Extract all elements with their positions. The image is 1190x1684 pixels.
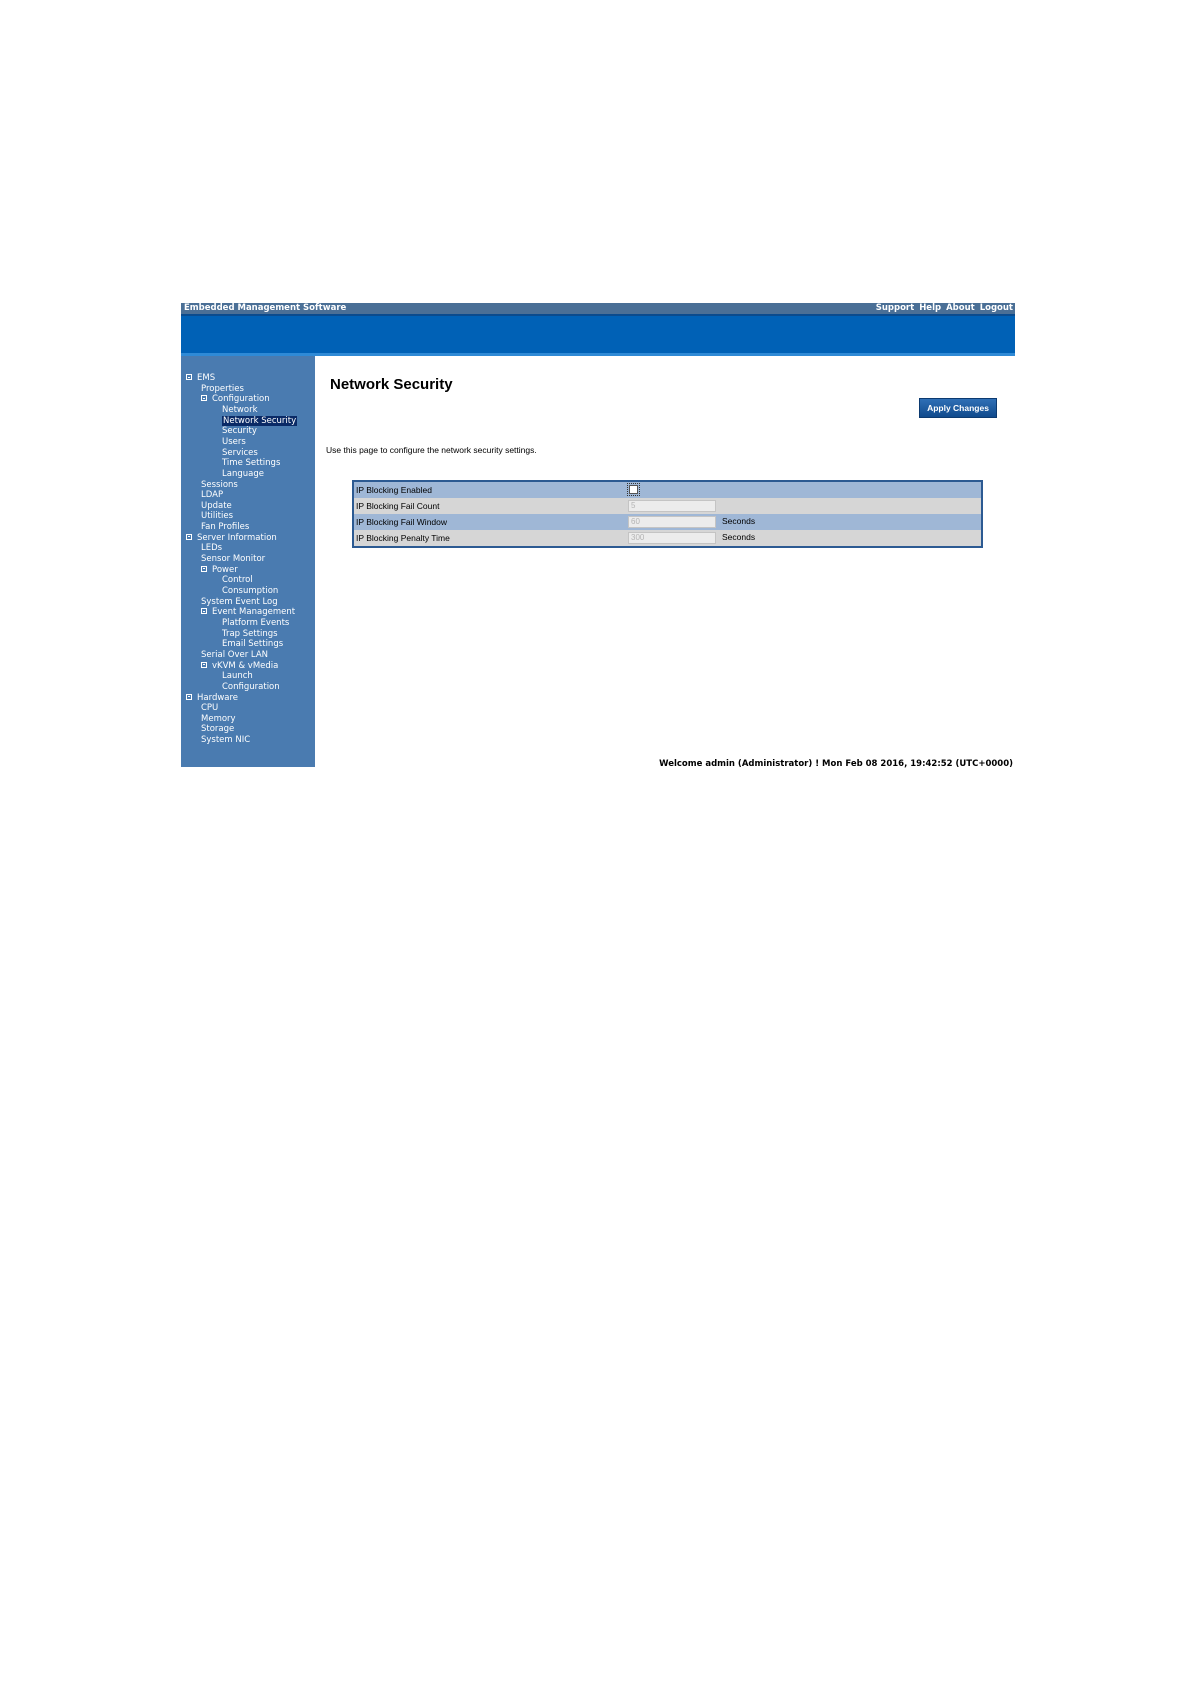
sidebar-item-label: Update <box>201 500 232 511</box>
page-description: Use this page to configure the network security settings. <box>326 445 537 455</box>
row-label: IP Blocking Fail Count <box>356 501 440 511</box>
sidebar-item-label: Storage <box>201 724 235 735</box>
main-content <box>315 356 1015 767</box>
sidebar-item-label: Launch <box>222 671 253 682</box>
sidebar-item-label: CPU <box>201 703 219 714</box>
sidebar-item[interactable] <box>201 703 218 713</box>
sidebar-item-label: Users <box>222 436 246 447</box>
sidebar-item[interactable] <box>222 629 278 639</box>
sidebar-item[interactable] <box>222 437 246 447</box>
sidebar-item[interactable] <box>201 714 236 724</box>
fail-count-input[interactable]: 5 <box>628 500 716 512</box>
sidebar-item[interactable] <box>222 586 278 596</box>
sidebar-item[interactable] <box>222 405 258 415</box>
sidebar-item-label: EMS <box>197 373 216 383</box>
sidebar-item-label: Serial Over LAN <box>201 649 269 660</box>
table-row <box>354 482 981 498</box>
sidebar-item[interactable] <box>222 618 289 628</box>
sidebar-item[interactable] <box>222 426 257 436</box>
sidebar-item-label: vKVM & vMedia <box>212 660 279 671</box>
sidebar-item[interactable] <box>186 693 238 703</box>
logout-link[interactable]: Logout <box>979 303 1013 313</box>
sidebar-item[interactable] <box>201 724 234 734</box>
row-label: IP Blocking Fail Window <box>356 517 448 527</box>
collapse-toggle-icon[interactable] <box>186 374 192 380</box>
sidebar-item-label: Services <box>222 447 258 458</box>
app-window <box>181 303 1015 767</box>
sidebar-item[interactable] <box>201 661 278 671</box>
sidebar-item[interactable] <box>201 543 222 553</box>
apply-changes-button[interactable]: Apply Changes <box>919 398 997 418</box>
table-row <box>354 530 981 546</box>
sidebar-item[interactable] <box>201 394 270 404</box>
sidebar-item[interactable] <box>222 469 264 479</box>
sidebar-item-label: Network <box>222 404 258 415</box>
top-bar <box>181 303 1015 314</box>
sidebar-item[interactable] <box>201 650 268 660</box>
collapse-toggle-icon[interactable] <box>186 534 192 540</box>
sidebar-item-label: Time Settings <box>222 458 281 469</box>
sidebar-item[interactable] <box>201 607 295 617</box>
row-label: IP Blocking Penalty Time <box>356 533 450 543</box>
row-label: IP Blocking Enabled <box>356 485 432 495</box>
help-link[interactable]: Help <box>919 303 942 313</box>
sidebar-item[interactable] <box>201 522 249 532</box>
penalty-time-input[interactable]: 300 <box>628 532 716 544</box>
page-title: Network Security <box>330 376 453 393</box>
sidebar-item-label: Server Information <box>197 532 277 543</box>
collapse-toggle-icon[interactable] <box>201 608 207 614</box>
sidebar-item[interactable] <box>222 639 283 649</box>
sidebar-item-label: Platform Events <box>222 617 290 628</box>
sidebar-item-label: Trap Settings <box>222 628 278 639</box>
sidebar-item-label: Properties <box>201 383 244 394</box>
sidebar-item[interactable] <box>201 480 238 490</box>
sidebar-item-label: Sessions <box>201 479 238 490</box>
sidebar-item[interactable] <box>222 448 258 458</box>
sidebar-item-label: Control <box>222 575 253 586</box>
sidebar-item[interactable] <box>201 501 232 511</box>
sidebar-nav <box>181 356 315 767</box>
sidebar-item-label: Hardware <box>197 692 239 703</box>
collapse-toggle-icon[interactable] <box>201 395 207 401</box>
collapse-toggle-icon[interactable] <box>186 694 192 700</box>
sidebar-item[interactable] <box>201 735 250 745</box>
sidebar-item[interactable] <box>222 416 297 426</box>
sidebar-item[interactable] <box>201 554 265 564</box>
sidebar-item-label: Fan Profiles <box>201 522 250 533</box>
support-link[interactable]: Support <box>875 303 915 313</box>
sidebar-item[interactable] <box>222 575 253 585</box>
banner <box>181 314 1015 356</box>
sidebar-item[interactable] <box>201 565 238 575</box>
sidebar-item[interactable] <box>186 373 215 383</box>
sidebar-item[interactable] <box>201 490 223 500</box>
sidebar-item-label: LDAP <box>201 490 224 501</box>
unit-label: Seconds <box>722 516 756 526</box>
sidebar-item[interactable] <box>222 458 280 468</box>
sidebar-item-label: Consumption <box>222 586 279 596</box>
sidebar-item-label: Memory <box>201 713 236 724</box>
sidebar-item-label: System Event Log <box>201 596 278 607</box>
status-line: Welcome admin (Administrator) ! Mon Feb 08 2016, 19:42:52 (UTC+0000) <box>659 759 1013 769</box>
sidebar-item-label: Security <box>222 426 257 437</box>
collapse-toggle-icon[interactable] <box>201 566 207 572</box>
sidebar-item-label: Event Management <box>212 607 296 618</box>
sidebar-item-label: Email Settings <box>222 639 284 650</box>
sidebar-item-label: Network Security <box>223 415 297 426</box>
app-title: Embedded Management Software <box>184 303 347 313</box>
sidebar-item-label: Sensor Monitor <box>201 554 266 565</box>
sidebar-item[interactable] <box>201 511 233 521</box>
sidebar-item-label: Configuration <box>212 394 270 405</box>
ip-blocking-enabled-checkbox[interactable] <box>629 485 638 494</box>
sidebar-item-label: LEDs <box>201 543 223 554</box>
sidebar-item-label: Utilities <box>201 511 233 522</box>
sidebar-item-label: Language <box>222 468 264 479</box>
sidebar-item-label: Configuration <box>222 681 280 692</box>
sidebar-item-label: System NIC <box>201 735 251 746</box>
collapse-toggle-icon[interactable] <box>201 662 207 668</box>
table-row <box>354 514 981 530</box>
sidebar-item[interactable] <box>201 384 244 394</box>
table-row <box>354 498 981 514</box>
sidebar-item[interactable] <box>186 533 277 543</box>
about-link[interactable]: About <box>946 303 975 313</box>
sidebar-item[interactable] <box>201 597 278 607</box>
header-links <box>876 303 1013 314</box>
sidebar-item[interactable] <box>222 671 253 681</box>
sidebar-item[interactable] <box>222 682 280 692</box>
unit-label: Seconds <box>722 532 756 542</box>
settings-table <box>352 480 983 548</box>
sidebar-item-label: Power <box>212 564 238 575</box>
fail-window-input[interactable]: 60 <box>628 516 716 528</box>
